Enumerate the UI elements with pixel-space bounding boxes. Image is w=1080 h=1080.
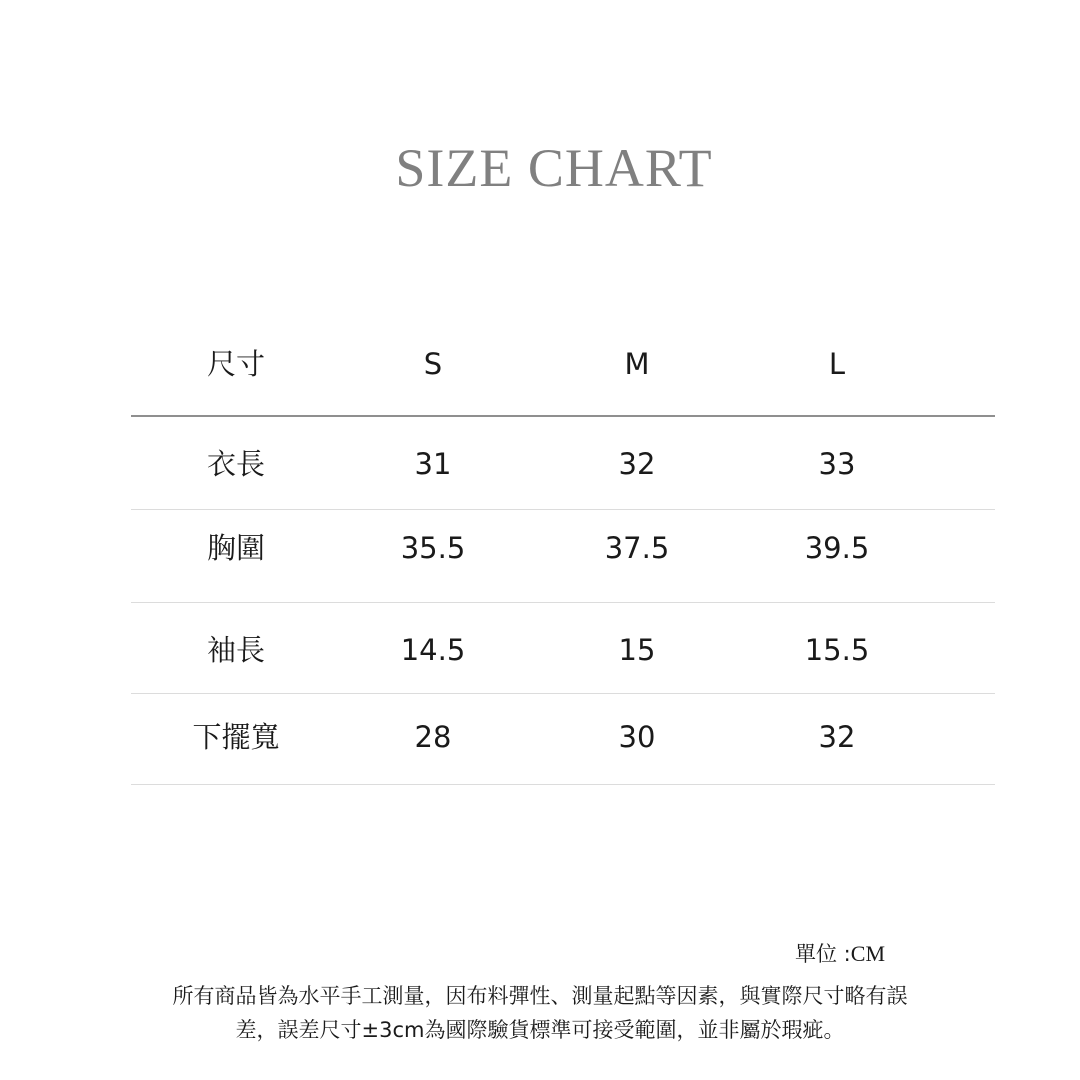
table-row <box>131 417 995 510</box>
table-cell: 15 <box>618 633 656 667</box>
table-cell: 14.5 <box>400 633 466 667</box>
unit-value: CM <box>850 941 886 966</box>
table-cell: 28 <box>414 720 452 754</box>
unit-note <box>795 938 885 968</box>
table-cell: 15.5 <box>804 633 870 667</box>
table-row <box>131 603 995 694</box>
header-size-label: 尺寸 <box>206 347 266 381</box>
size-table <box>131 320 995 785</box>
row-label-sleeve: 袖長 <box>206 633 266 667</box>
header-size-m: M <box>624 347 650 381</box>
header-size-s: S <box>423 347 443 381</box>
row-label-chest: 胸圍 <box>206 531 266 565</box>
unit-label: 單位 : <box>795 942 851 966</box>
table-cell: 33 <box>818 447 856 481</box>
table-cell: 35.5 <box>400 531 466 565</box>
row-label-length: 衣長 <box>206 447 266 481</box>
table-row <box>131 510 995 603</box>
table-cell: 39.5 <box>804 531 870 565</box>
row-label-hem: 下擺寬 <box>192 720 280 754</box>
table-cell: 37.5 <box>604 531 670 565</box>
table-cell: 32 <box>618 447 656 481</box>
page-title: SIZE CHART <box>395 138 713 198</box>
header-size-l: L <box>828 347 846 381</box>
measurement-disclaimer: 所有商品皆為水平手工測量，因布料彈性、測量起點等因素，與實際尺寸略有誤差，誤差尺寸±3cm為國際驗貨標準可接受範圍，並非屬於瑕疵。 <box>172 984 908 1042</box>
table-cell: 31 <box>414 447 452 481</box>
table-row <box>131 694 995 785</box>
table-header-row <box>131 320 995 417</box>
table-cell: 32 <box>818 720 856 754</box>
table-cell: 30 <box>618 720 656 754</box>
